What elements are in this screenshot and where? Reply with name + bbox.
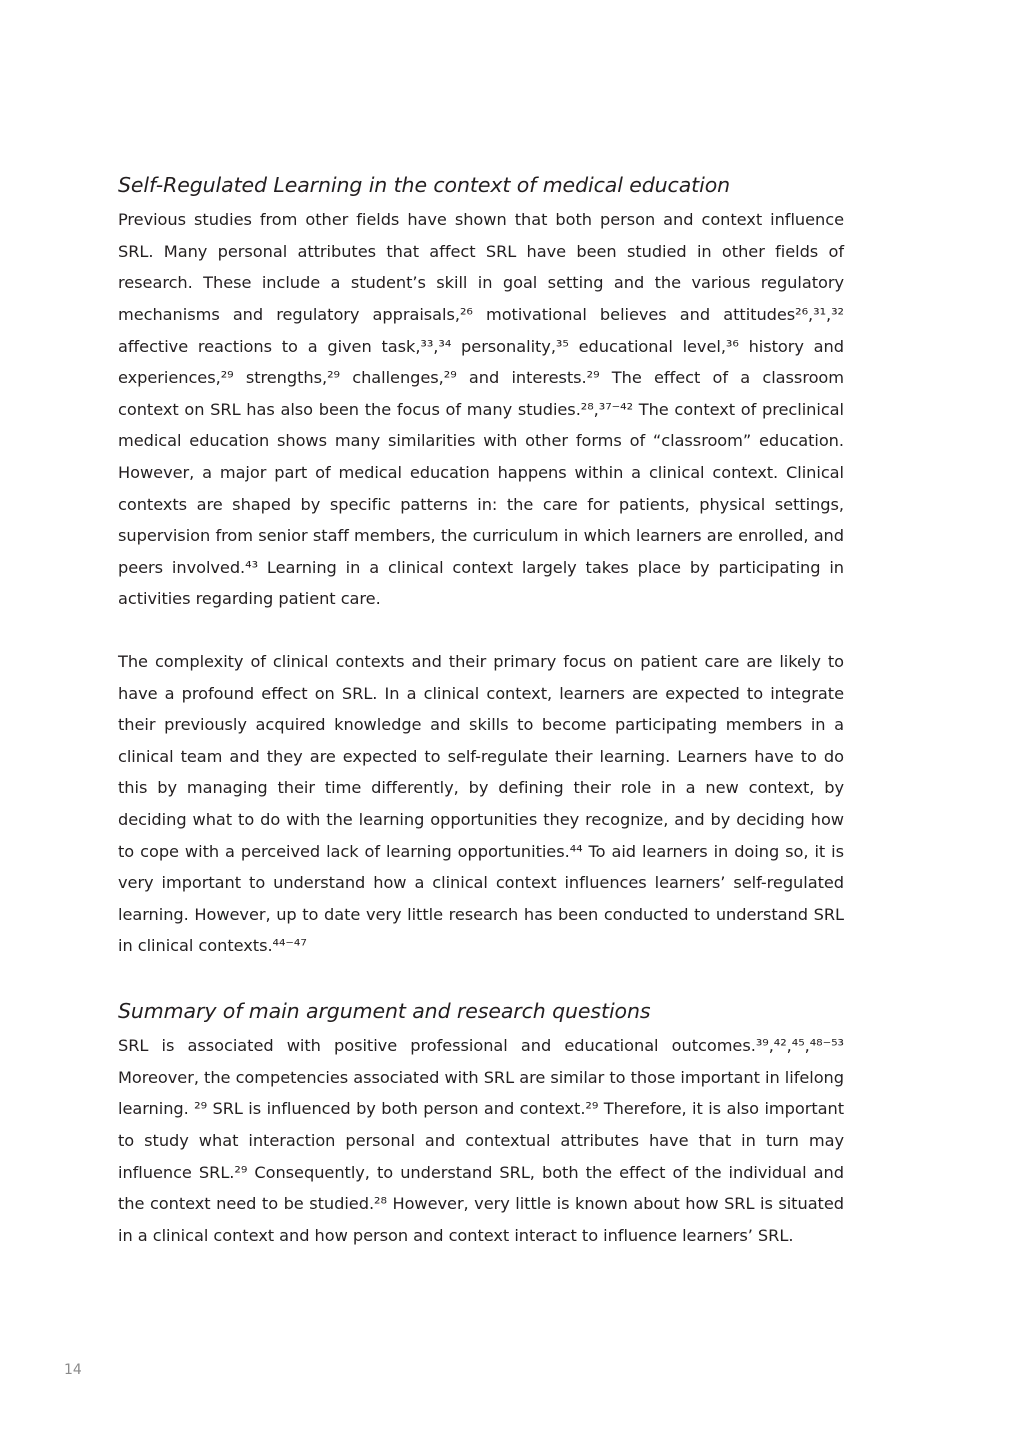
paragraph-3: SRL is associated with positive professional and educational outcomes.³⁹,⁴²,⁴⁵,⁴⁸⁻⁵³ Moreover, the competencies associated with SRL are similar to those important in lifelong learning. ²⁹ SRL is influenced by both person and context.²⁹ Therefore, it is also important to study what interaction personal and contextual attributes have that in turn may influence SRL.²⁹ Consequently, to understand SRL, both the effect of the individual and the context need to be studied.²⁸ However, very little is known about how SRL is situated in a clinical context and how person and context interact to influence learners’ SRL. (118, 1036, 844, 1245)
section-heading-summary: Summary of main argument and research questions (118, 998, 651, 1023)
section-heading-self-regulated-learning: Self-Regulated Learning in the context of medical education (118, 173, 731, 197)
page-content (118, 172, 844, 1251)
section-divider-space (118, 962, 844, 998)
paragraph-2: The complexity of clinical contexts and their primary focus on patient care are likely to have a profound effect on SRL. In a clinical context, learners are expected to integrate their previously acquired knowledge and skills to become participating members in a clinical team and they are expected to self-regulate their learning. Learners have to do this by managing their time differently, by defining their role in a new context, by deciding what to do with the learning opportunities they recognize, and by deciding how to cope with a perceived lack of learning opportunities.⁴⁴ To aid learners in doing so, it is very important to understand how a clinical context influences learners’ self-regulated learning. However, up to date very little research has been conducted to understand SRL in clinical contexts.⁴⁴⁻⁴⁷ (118, 651, 844, 956)
page-number: 14 (64, 1362, 82, 1378)
paragraph-1: Previous studies from other fields have shown that both person and context influence SRL. Many personal attributes that affect SRL have been studied in other fields of research. These include a student’s skill in goal setting and the various regulatory mechanisms and regulatory appraisals,²⁶ motivational believes and attitudes²⁶,³¹,³² affective reactions to a given task,³³,³⁴ personality,³⁵ educational level,³⁶ history and experiences,²⁹ strengths,²⁹ challenges,²⁹ and interests.²⁹ The effect of a classroom context on SRL has also been the focus of many studies.²⁸,³⁷⁻⁴² The context of preclinical medical education shows many similarities with other forms of “classroom” education. However, a major part of medical education happens within a clinical context. Clinical contexts are shaped by specific patterns in: the care for patients, physical settings, supervision from senior staff members, the curriculum in which learners are enrolled, and peers involved.⁴³ Learning in a clinical context largely takes place by participating in activities regarding patient care. (118, 210, 844, 609)
